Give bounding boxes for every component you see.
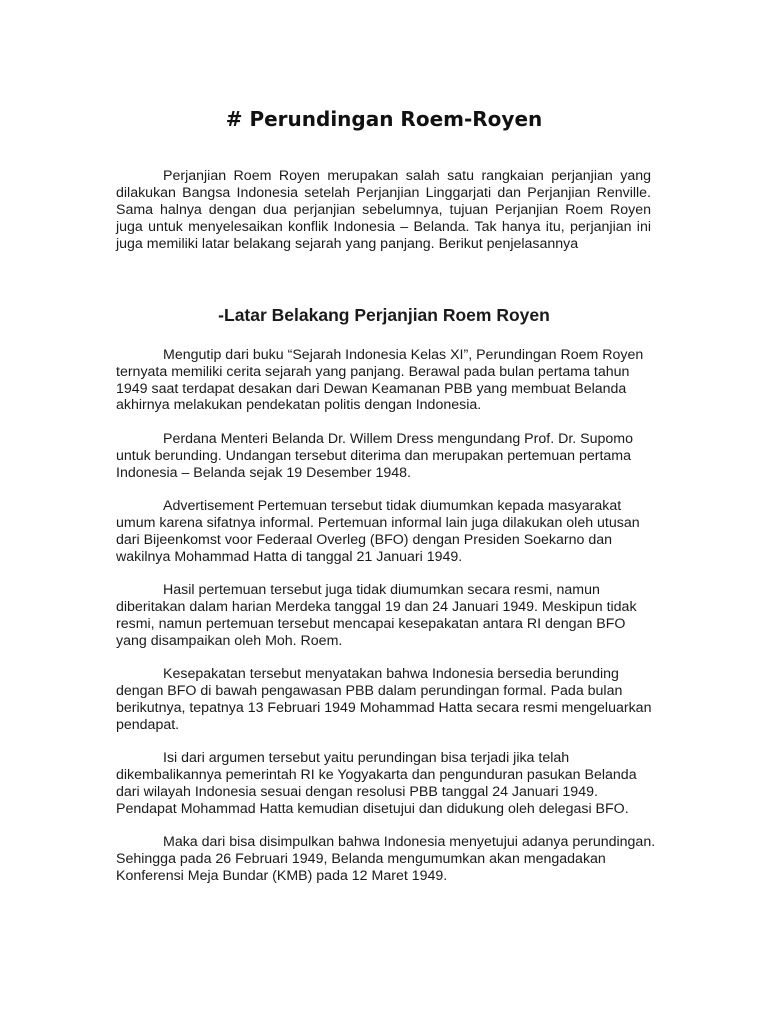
- section-body: [116, 347, 656, 901]
- intro-paragraph: Perjanjian Roem Royen merupakan salah satu rangkaian perjanjian yang dilakukan Bangsa Indonesia setelah Perjanjian Linggarjati dan Perjanjian Renville. Sama halnya dengan dua perjanjian sebelumnya, tujuan Perjanjian Roem Royen juga untuk menyelesaikan konflik Indonesia – Belanda. Tak hanya itu, perjanjian ini juga memiliki latar belakang sejarah yang panjang. Berikut penjelasannya: [116, 168, 651, 252]
- body-paragraph: Perdana Menteri Belanda Dr. Willem Dress mengundang Prof. Dr. Supomo untuk berunding. Undangan tersebut diterima dan merupakan pertemuan pertama Indonesia – Belanda sejak 19 Desember 1948.: [116, 430, 633, 481]
- body-paragraph: Maka dari bisa disimpulkan bahwa Indonesia menyetujui adanya perundingan. Sehingga pada 26 Februari 1949, Belanda mengumumkan akan mengadakan Konferensi Meja Bundar (KMB) pada 12 Maret 1949.: [116, 834, 656, 884]
- section-heading: -Latar Belakang Perjanjian Roem Royen: [218, 305, 550, 325]
- body-paragraph: Kesepakatan tersebut menyatakan bahwa Indonesia bersedia berunding dengan BFO di bawah pengawasan PBB dalam perundingan formal. Pada bulan berikutnya, tepatnya 13 Februari 1949 Mohammad Hatta secara resmi mengeluarkan pendapat.: [116, 666, 652, 733]
- body-paragraph: Advertisement Pertemuan tersebut tidak diumumkan kepada masyarakat umum karena sifatnya informal. Pertemuan informal lain juga dilakukan oleh utusan dari Bijeenkomst voor Federaal Overleg (BFO) dengan Presiden Soekarno dan wakilnya Mohammad Hatta di tanggal 21 Januari 1949.: [116, 498, 640, 565]
- body-paragraph: Mengutip dari buku “Sejarah Indonesia Kelas XI”, Perundingan Roem Royen ternyata memiliki cerita sejarah yang panjang. Berawal pada bulan pertama tahun 1949 saat terdapat desakan dari Dewan Keamanan PBB yang membuat Belanda akhirnya melakukan pendekatan politis dengan Indonesia.: [116, 347, 644, 414]
- document-title: # Perundingan Roem-Royen: [225, 107, 543, 131]
- body-paragraph: Isi dari argumen tersebut yaitu perundingan bisa terjadi jika telah dikembalikannya pemerintah RI ke Yogyakarta dan pengunduran pasukan Belanda dari wilayah Indonesia sesuai dengan resolusi PBB tanggal 24 Januari 1949. Pendapat Mohammad Hatta kemudian disetujui dan didukung oleh delegasi BFO.: [116, 750, 637, 817]
- body-paragraph: Hasil pertemuan tersebut juga tidak diumumkan secara resmi, namun diberitakan dalam harian Merdeka tanggal 19 dan 24 Januari 1949. Meskipun tidak resmi, namun pertemuan tersebut mencapai kesepakatan antara RI dengan BFO yang disampaikan oleh Moh. Roem.: [116, 582, 637, 649]
